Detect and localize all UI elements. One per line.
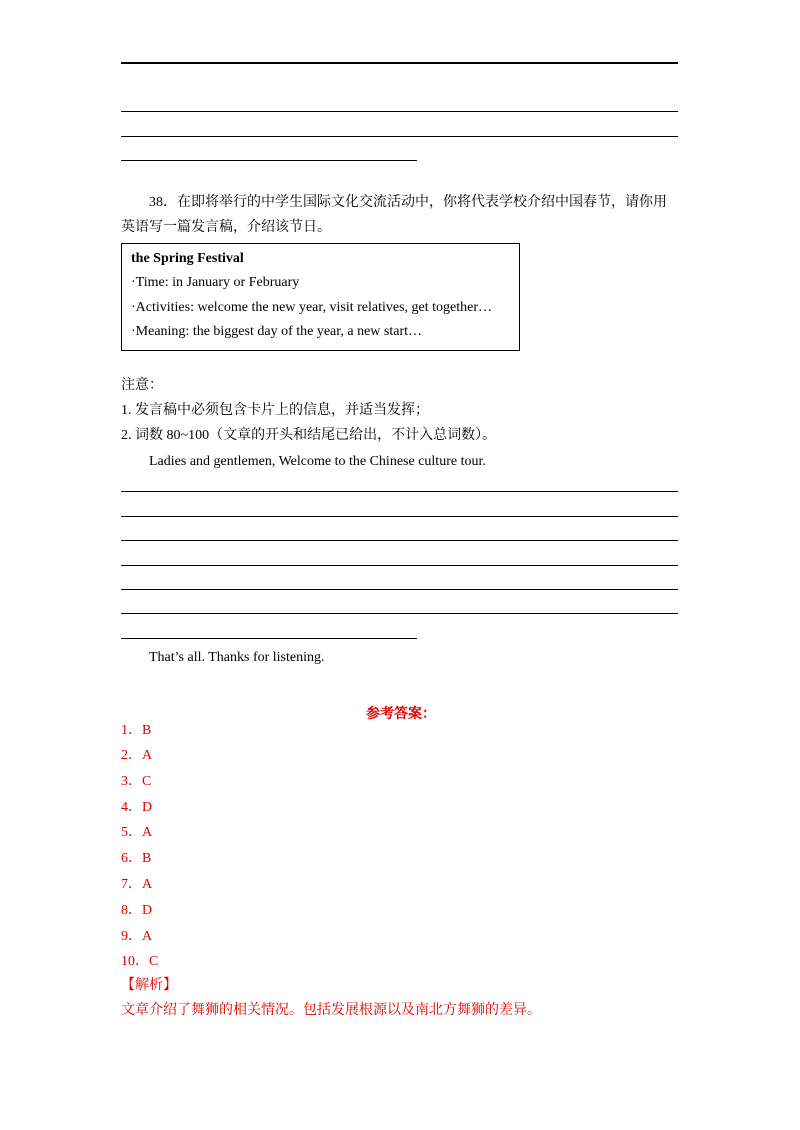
answer-item: 6．B — [121, 851, 152, 866]
question-prompt-line-1: 38．在即将举行的中学生国际文化交流活动中，你将代表学校介绍中国春节，请你用 — [149, 195, 667, 210]
answer-item: 9．A — [121, 929, 153, 944]
essay-closing: That’s all. Thanks for listening. — [149, 650, 325, 665]
card-activities: ·Activities: welcome the new year, visit relatives, get together… — [131, 300, 492, 315]
answers-heading: 参考答案： — [366, 707, 436, 722]
essay-line-2 — [121, 516, 678, 517]
writing-line-top-2 — [121, 111, 678, 112]
answer-item: 10．C — [121, 954, 159, 969]
answer-item: 1．B — [121, 723, 152, 738]
writing-line-top-1 — [121, 62, 678, 64]
notes-heading: 注意： — [121, 378, 163, 393]
card-time: ·Time: in January or February — [131, 275, 300, 290]
essay-line-1 — [121, 491, 678, 492]
essay-line-3 — [121, 540, 678, 541]
card-title: the Spring Festival — [131, 251, 244, 266]
essay-line-5 — [121, 589, 678, 590]
question-prompt-line-2: 英语写一篇发言稿，介绍该节日。 — [121, 220, 331, 235]
card-meaning: ·Meaning: the biggest day of the year, a new start… — [131, 324, 423, 339]
answer-item: 5．A — [121, 825, 153, 840]
writing-line-top-4 — [121, 160, 417, 161]
analysis-label: 【解析】 — [121, 978, 177, 993]
writing-line-top-3 — [121, 136, 678, 137]
info-card — [121, 243, 520, 351]
essay-line-7 — [121, 638, 417, 639]
analysis-text: 文章介绍了舞狮的相关情况。包括发展根源以及南北方舞狮的差异。 — [121, 1003, 541, 1018]
notes-item-1: 1. 发言稿中必须包含卡片上的信息，并适当发挥； — [121, 403, 429, 418]
answer-item: 3．C — [121, 774, 152, 789]
answer-item: 8．D — [121, 903, 153, 918]
essay-opening: Ladies and gentlemen, Welcome to the Chinese culture tour. — [149, 454, 486, 469]
essay-line-6 — [121, 613, 678, 614]
notes-item-2: 2. 词数 80~100（文章的开头和结尾已给出，不计入总词数）。 — [121, 428, 497, 443]
answer-item: 2．A — [121, 748, 153, 763]
essay-line-4 — [121, 565, 678, 566]
answer-item: 4．D — [121, 800, 153, 815]
answer-item: 7．A — [121, 877, 153, 892]
